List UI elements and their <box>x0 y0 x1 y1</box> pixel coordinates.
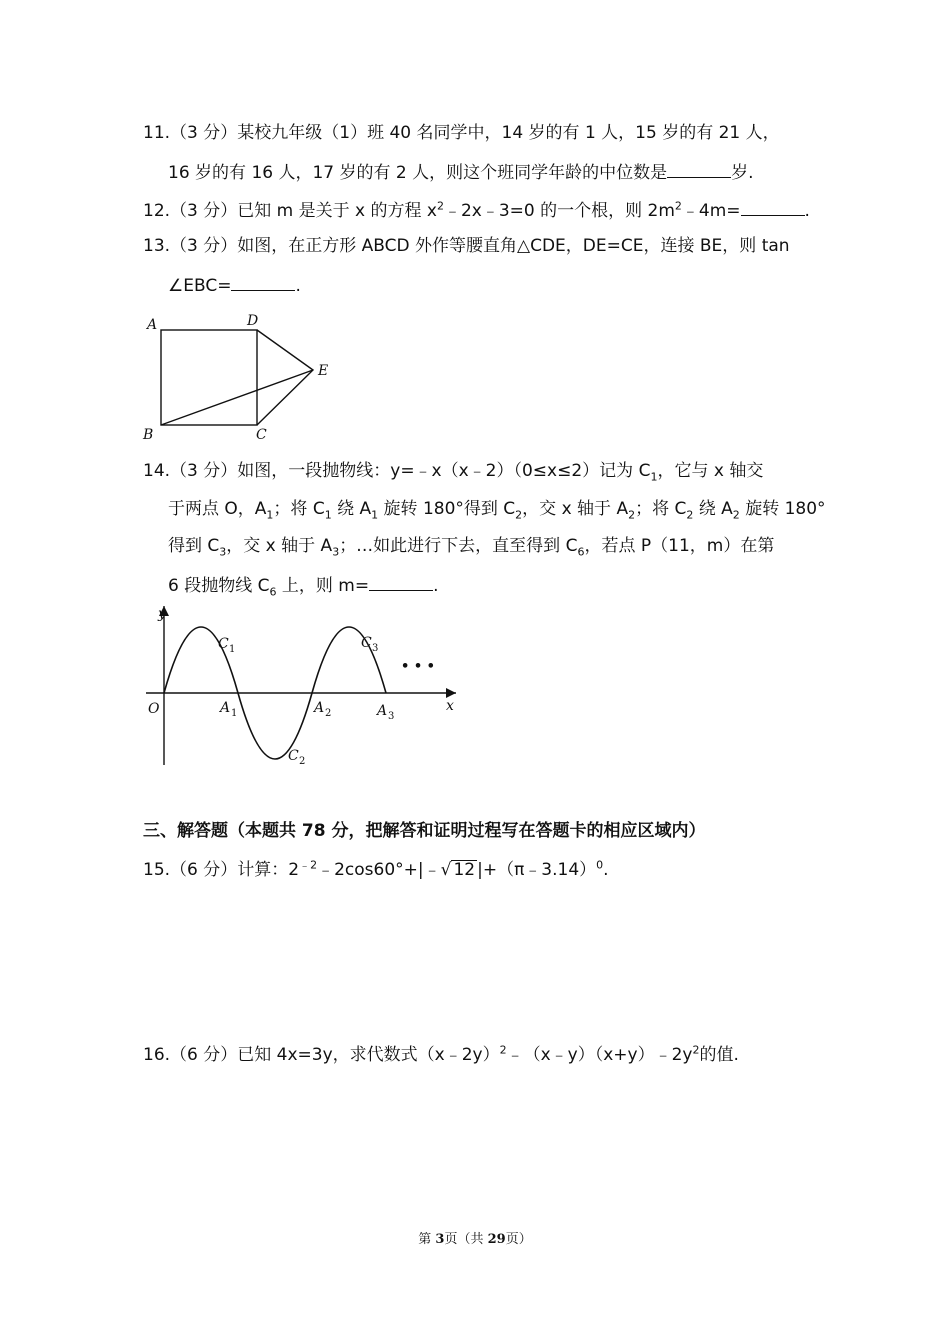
q14-parabola-figure <box>138 600 468 772</box>
q16-text-c: 的值. <box>699 1045 739 1065</box>
footer-text-b: 页（共 <box>444 1232 488 1247</box>
q11-answer-blank <box>667 159 731 178</box>
q14-l2-s7: 2 <box>732 508 740 522</box>
q15-text-c: |+（π﹣3.14） <box>477 860 597 880</box>
q14-l2-s3: 1 <box>371 508 379 522</box>
q14-l4-a: 6 段抛物线 C <box>168 576 270 596</box>
q12-text-a: 12.（3 分）已知 m 是关于 x 的方程 x <box>143 201 437 221</box>
q14-l1-b: ，它与 x 轴交 <box>657 461 764 481</box>
parabola-c2 <box>238 693 312 759</box>
label-c: C <box>256 427 267 443</box>
ellipsis-dots: • • • <box>401 659 435 674</box>
q11-line2 <box>168 159 754 185</box>
label-c3: C <box>361 635 372 651</box>
q16-text-b: ﹣（x﹣y）（x+y）﹣2y <box>506 1045 693 1065</box>
q14-l4-b: 上，则 m= <box>276 576 370 596</box>
segment-be <box>161 370 313 425</box>
q12-sup1: 2 <box>436 199 444 213</box>
q14-l3-b: ，交 x 轴于 A <box>226 536 333 556</box>
q14-l2-s4: 2 <box>515 508 523 522</box>
q15-radicand: 12 <box>453 860 476 880</box>
q14-l2-d: 旋转 180°得到 C <box>378 499 516 519</box>
q12-text-d: . <box>804 201 810 221</box>
label-a1: A <box>220 700 231 716</box>
q14-l2-g: 绕 A <box>693 499 733 519</box>
q14-l1-sub: 1 <box>650 470 658 484</box>
q14-l1-a: 14.（3 分）如图，一段抛物线：y=﹣x（x﹣2）（0≤x≤2）记为 C <box>143 461 651 481</box>
q14-l3-a: 得到 C <box>168 536 220 556</box>
q14-l4-s1: 6 <box>269 585 277 599</box>
label-a: A <box>147 317 158 333</box>
q11-line1: 11.（3 分）某校九年级（1）班 40 名同学中，14 岁的有 1 人，15 岁的有 21 人， <box>143 123 780 143</box>
sqrt-sign: √ <box>440 860 452 880</box>
q14-l4-c: . <box>433 576 439 596</box>
q14-l2-h: 旋转 180° <box>739 499 826 519</box>
label-d: D <box>247 313 259 329</box>
q13-line1: 13.（3 分）如图，在正方形 ABCD 外作等腰直角△CDE，DE=CE，连接 BE，则 tan <box>143 236 790 256</box>
q14-l2-s2: 1 <box>324 508 332 522</box>
q12-text-c: ﹣4m= <box>681 201 741 221</box>
origin-label: O <box>148 701 160 717</box>
q16-text-a: 16.（6 分）已知 4x=3y，求代数式（x﹣2y） <box>143 1045 500 1065</box>
label-c2: C <box>288 748 299 764</box>
q14-l2-e: ，交 x 轴于 A <box>522 499 629 519</box>
footer-text-c: 页） <box>505 1232 532 1247</box>
x-label: x <box>446 698 454 714</box>
q15-sup1: ﹣2 <box>299 858 318 872</box>
q14-l3-s3: 6 <box>577 545 585 559</box>
q14-l2-s5: 2 <box>628 508 636 522</box>
q16-sup1: 2 <box>499 1043 507 1057</box>
q14-l2-s1: 1 <box>266 508 274 522</box>
page-footer <box>0 1228 950 1247</box>
q12-text-b: ﹣2x﹣3=0 的一个根，则 2m <box>443 201 675 221</box>
q11-text: 16 岁的有 16 人，17 岁的有 2 人，则这个班同学年龄的中位数是 <box>168 163 668 183</box>
label-a2-sub: 2 <box>325 708 332 719</box>
q15-text-d: . <box>603 860 609 880</box>
q13-line2 <box>168 272 301 298</box>
q14-l2-b: ；将 C <box>273 499 325 519</box>
q13-answer-blank <box>231 272 295 291</box>
q14-l3-d: ，若点 P（11，m）在第 <box>584 536 775 556</box>
label-b: B <box>143 427 154 443</box>
q14-answer-blank <box>369 572 433 591</box>
x-axis-arrow-icon <box>446 688 456 698</box>
label-a1-sub: 1 <box>231 708 238 719</box>
y-label: y <box>158 606 166 622</box>
square-abcd <box>161 330 257 425</box>
label-a3-sub: 3 <box>388 711 395 722</box>
q14-line2 <box>168 497 826 521</box>
q14-l3-s1: 3 <box>219 545 227 559</box>
q13-period: . <box>295 276 301 296</box>
q16-line <box>143 1043 739 1067</box>
triangle-cde <box>257 330 313 425</box>
label-c2-sub: 2 <box>299 756 306 767</box>
label-a2: A <box>314 700 325 716</box>
q13-text: ∠EBC= <box>168 276 232 296</box>
label-a3: A <box>377 703 388 719</box>
q14-l3-s2: 3 <box>332 545 340 559</box>
q12-answer-blank <box>741 197 805 216</box>
section-heading: 三、解答题（本题共 78 分，把解答和证明过程写在答题卡的相应区域内） <box>143 821 706 841</box>
q15-text-a: 15.（6 分）计算：2 <box>143 860 300 880</box>
q14-l2-a: 于两点 O，A <box>168 499 267 519</box>
q15-line <box>143 858 609 882</box>
q14-line1 <box>143 459 763 483</box>
q11-unit: 岁. <box>731 163 754 183</box>
label-c3-sub: 3 <box>372 643 379 654</box>
footer-text-a: 第 <box>418 1232 436 1247</box>
footer-total-pages: 29 <box>487 1232 506 1247</box>
parabola-c3 <box>312 627 386 693</box>
q12-line <box>143 197 810 223</box>
q15-text-b: ﹣2cos60°+|﹣ <box>317 860 441 880</box>
label-c1: C <box>218 636 229 652</box>
q14-l3-c: ；…如此进行下去，直至得到 C <box>339 536 578 556</box>
q14-line3 <box>168 534 774 558</box>
label-e: E <box>318 363 329 379</box>
label-c1-sub: 1 <box>229 644 236 655</box>
q15-sup2: 0 <box>596 858 604 872</box>
footer-page-number: 3 <box>435 1232 445 1247</box>
q14-line4 <box>168 572 439 598</box>
q14-l2-s6: 2 <box>686 508 694 522</box>
q13-square-figure <box>138 306 348 446</box>
q14-l2-c: 绕 A <box>331 499 372 519</box>
q14-l2-f: ；将 C <box>635 499 687 519</box>
q16-sup2: 2 <box>692 1043 700 1057</box>
q12-sup2: 2 <box>674 199 682 213</box>
